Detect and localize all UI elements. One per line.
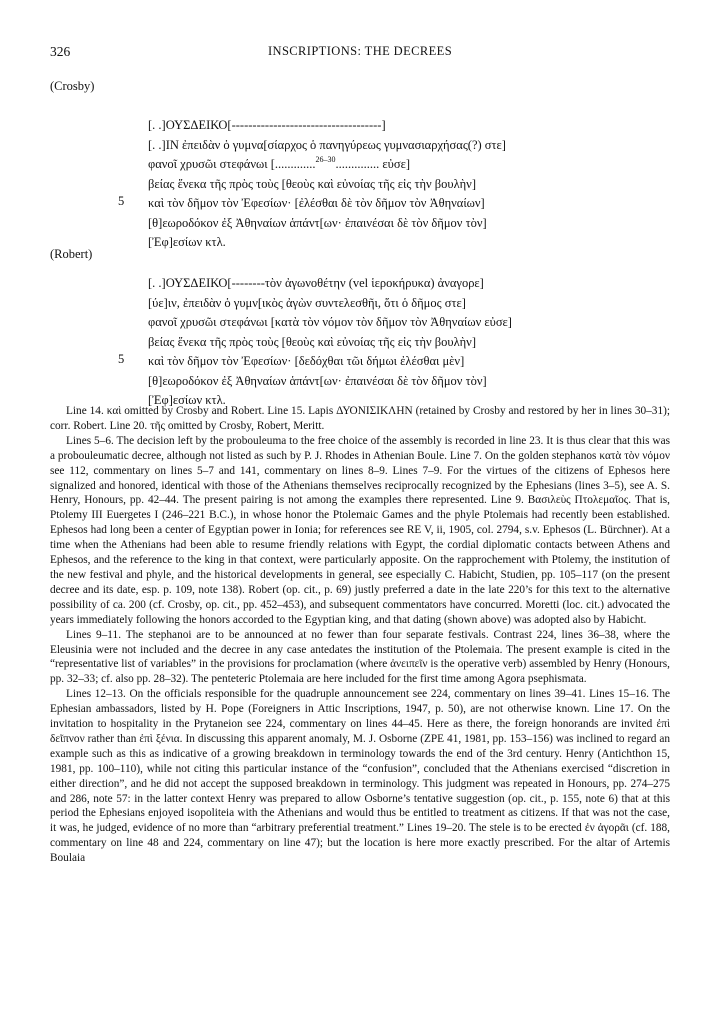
robert-label: (Robert)	[50, 247, 93, 261]
crosby-line: [. .]ΟΥΣΔΕΙΚΟ[------------------------------------]	[148, 118, 386, 132]
crosby-line: καὶ τὸν δῆμον τὸν Ἐφεσίων· [ἐλέσθαι δὲ τὸν δῆμον τὸν Ἀθηναίων]	[148, 196, 485, 210]
crosby-label: (Crosby)	[50, 79, 95, 93]
robert-line: βείας ἕνεκα τῆς πρὸς τοὺς [θεοὺς καὶ εὐνοίας τῆς εἰς τὴν βουλὴν]	[148, 334, 476, 349]
page-header	[50, 44, 670, 62]
crosby-line-number: 5	[118, 194, 125, 208]
commentary-paragraph: Lines 9–11. The stephanoi are to be announced at no fewer than four separate festivals. Contrast 224, lines 36–38, where the Eleusinia were not included and the decree in any case antedates the institution of the Ptolemaia. The present example is cited in the “representative list of variables” in the provisions for proclamation (where ἀνειπεῖν is the operative verb) assembled by Henry (Honours, pp. 32–33; cf. also pp. 28–32). The penteteric Ptolemaia are here included for the first time among Agora psephismata.	[50, 628, 670, 686]
robert-line: καὶ τὸν δῆμον τὸν Ἐφεσίων· [δεδόχθαι τῶι δήμωι ἐλέσθαι μὲν]	[148, 354, 465, 368]
crosby-line	[148, 155, 648, 175]
commentary-paragraph: Lines 5–6. The decision left by the probouleuma to the free choice of the assembly is recorded in line 23. It is thus clear that this was a probouleumatic decree, although not listed as such by P. J. Rhodes in Athenian Boule. Line 7. On the golden stephanos κατὰ τὸν νόμον see 112, commentary on lines 5–7 and 141, commentary on lines 8–9. Lines 7–9. For the virtues of the citizens of Ephesos here signalized and honored, identical with those of the Athenians themselves reciprocally recognized by the Ephesians (lines 3–5), see A. S. Henry, Honours, pp. 42–44. The present pairing is not among the examples there represented. Line 9. Βασιλεὺς Πτολεμαῖος. That is, Ptolemy III Euergetes I (246–221 B.C.), in whose honor the Ptolemaic Games and the phyle Ptolemais had recently been established. Ephesos had long been a center of Egyptian power in Ionia; for references see RE V, ii, 1905, col. 2794, s.v. Ephesos (L. Bürchner). At a time when the Athenians had been able to resume friendly relations with Egypt, the cordial diplomatic contacts between Athens and Ephesos, and the reference to the king in that context, were particularly apposite. On the rapprochement with Ptolemy, the institution of the new festival and phyle, and the historical developments in general, see especially C. Habicht, Studien, pp. 105–117 (on the present decree and its date, esp. p. 109, note 138). Robert (op. cit., p. 69) justly preferred a date in the late 220’s for this text to the alternative possibility of ca. 200 (cf. Crosby, op. cit., pp. 452–453), and subsequent commentators have concurred. Moretti (loc. cit.) advocated the years immediately following the honors accorded to the Egyptian king, and that dating (shown above) was adopted also by Habicht.	[50, 434, 670, 626]
robert-line: [. .]ΟΥΣΔΕΙΚΟ[--------τὸν ἀγωνοθέτην (vel ἱεροκήρυκα) ἀναγορε]	[148, 276, 484, 290]
robert-line-number: 5	[118, 352, 125, 366]
robert-line: [θ]εωροδόκον ἐξ Ἀθηναίων ἁπάντ[ων· ἐπαινέσαι δὲ τὸν δῆμον τὸν]	[148, 373, 487, 388]
running-head: INSCRIPTIONS: THE DECREES	[267, 44, 453, 58]
crosby-line: [θ]εωροδόκον ἐξ Ἀθηναίων ἁπάντ[ων· ἐπαινέσαι δὲ τὸν δῆμον τὸν]	[148, 215, 487, 230]
crosby-line: βείας ἕνεκα τῆς πρὸς τοὺς [θεοὺς καὶ εὐνοίας τῆς εἰς τὴν βουλὴν]	[148, 176, 476, 191]
commentary	[50, 404, 670, 866]
robert-line: φανοῖ χρυσῶι στεφάνωι [κατὰ τὸν νόμον τὸν δῆμον τὸν Ἀθηναίων εὐσε]	[148, 315, 512, 329]
crosby-line-text: φανοῖ χρυσῶι στεφάνωι [.............	[148, 157, 316, 171]
crosby-inscription	[148, 116, 648, 253]
apparatus-paragraph: Line 14. καὶ omitted by Crosby and Robert. Line 15. Lapis ΔΥΟΝΙΣΙΚΛΗΝ (retained by Crosby and restored by her in lines 30–31); corr. Robert. Line 20. τῆς omitted by Crosby, Robert, Meritt.	[50, 405, 670, 432]
crosby-line: [Ἐφ]εσίων κτλ.	[148, 235, 226, 249]
crosby-line: [. .]ΙΝ ἐπειδὰν ὁ γυμνα[σίαρχος ὁ πανηγύρεως γυμνασιαρχήσας(?) στε]	[148, 137, 506, 152]
page-number: 326	[50, 44, 71, 59]
commentary-paragraph: Lines 12–13. On the officials responsible for the quadruple announcement see 224, commentary on lines 39–41. Lines 15–16. The Ephesian ambassadors, listed by H. Pope (Foreigners in Attic Inscriptions, 1947, p. 50), are not otherwise known. Line 17. On the invitation to hospitality in the Prytaneion see 224, commentary on lines 44–45. Here as there, the foreign honorands are invited ἐπὶ δεῖπνον rather than ἐπὶ ξένια. In discussing this apparent anomaly, M. J. Osborne (ZPE 41, 1981, pp. 153–156) was inclined to regard an example such as this as indicative of a growing breakdown in terminology towards the end of the 3rd century. Henry (Antichthon 15, 1981, pp. 100–110), while not citing this particular instance of the “confusion”, concluded that the Athenians exercised “discretion in either direction”, and he did not accept the supposed breakdown in terminology. This judgment was repeated in Honours, pp. 274–275 and 286, note 57: in the latter context Henry was prepared to allow Osborne’s tentative suggestion (op. cit., p. 155, note 6) that at this period the Ephesians enjoyed isopoliteia with the Athenians and would thus be entitled to treatment as citizens. If that was not the case, it was, he judged, evidence of no more than “arbitrary preferential treatment.” Lines 19–20. The stele is to be erected ἐν ἀγορᾶι (cf. 188, commentary on line 48 and 224, commentary on line 47); but the location is here more exactly prescribed. For the altar of Artemis Boulaia	[50, 688, 670, 865]
crosby-line-tail: .............. εὐσε]	[335, 157, 410, 171]
robert-line: [Ἐφ]εσίων κτλ.	[148, 393, 226, 407]
robert-line: [ύε]ιν, ἐπειδὰν ὁ γυμν[ικὸς ἀγὼν συντελεσθῆι, ὅτι ὁ δῆμος στε]	[148, 295, 466, 310]
lacuna-count: 26–30	[315, 155, 336, 164]
robert-inscription	[148, 274, 648, 411]
